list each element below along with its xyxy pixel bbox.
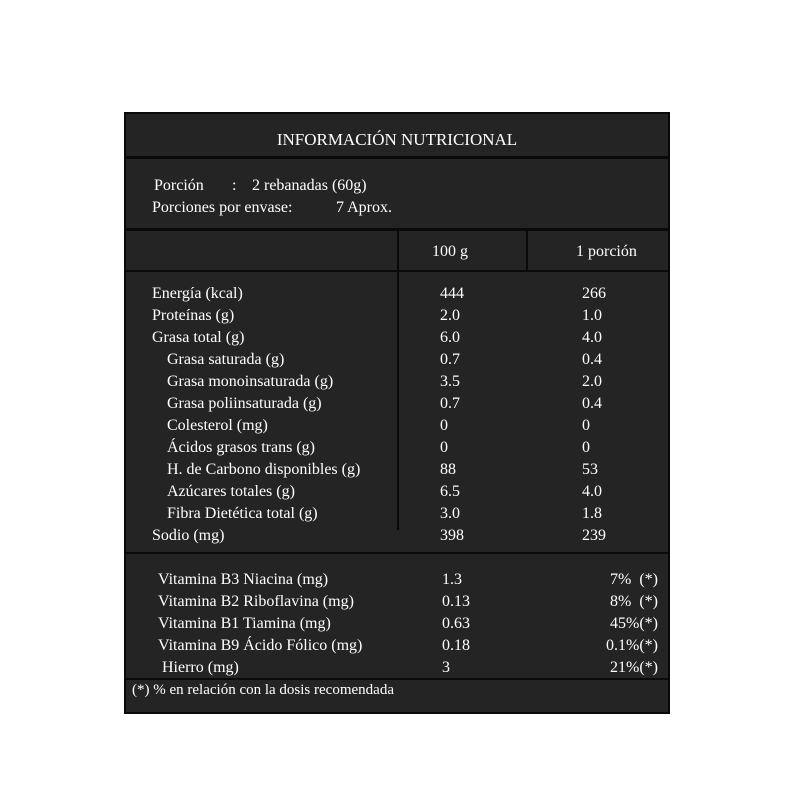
row-value-100g: 3.5 xyxy=(440,373,460,390)
vitamin-row xyxy=(126,569,668,591)
row-value-portion: 0.4 xyxy=(582,351,602,368)
row-value-portion: 21%(*) xyxy=(610,659,658,676)
row-value-portion: 2.0 xyxy=(582,373,602,390)
row-value-100g: 398 xyxy=(440,527,464,544)
row-name: Hierro (mg) xyxy=(162,659,239,676)
row-name: Colesterol (mg) xyxy=(167,417,268,434)
row-value-100g: 3 xyxy=(442,659,450,676)
row-value-portion: 0 xyxy=(582,439,590,456)
row-value-100g: 2.0 xyxy=(440,307,460,324)
vitamin-row xyxy=(126,635,668,657)
row-value-portion: 8% (*) xyxy=(610,593,658,610)
nutrition-label xyxy=(124,112,670,714)
row-value-100g: 444 xyxy=(440,285,464,302)
nutrient-row xyxy=(126,371,668,393)
nutrient-row xyxy=(126,283,668,305)
row-value-portion: 1.0 xyxy=(582,307,602,324)
row-name: Vitamina B9 Ácido Fólico (mg) xyxy=(158,637,363,654)
nutrient-row xyxy=(126,525,668,547)
per-container-label: Porciones por envase: xyxy=(152,199,293,216)
row-name: Vitamina B1 Tiamina (mg) xyxy=(158,615,331,632)
row-value-100g: 6.5 xyxy=(440,483,460,500)
nutrient-row xyxy=(126,305,668,327)
row-value-portion: 0.4 xyxy=(582,395,602,412)
row-value-100g: 0 xyxy=(440,439,448,456)
row-name: Azúcares totales (g) xyxy=(167,483,295,500)
row-name: Grasa total (g) xyxy=(152,329,245,346)
row-value-100g: 88 xyxy=(440,461,456,478)
portion-label: Porción xyxy=(154,177,204,194)
vitamin-row xyxy=(126,613,668,635)
vitamin-row xyxy=(126,591,668,613)
row-name: Proteínas (g) xyxy=(152,307,235,324)
row-value-portion: 4.0 xyxy=(582,329,602,346)
row-value-portion: 239 xyxy=(582,527,606,544)
row-value-portion: 266 xyxy=(582,285,606,302)
row-name: Grasa monoinsaturada (g) xyxy=(167,373,334,390)
row-value-portion: 0.1%(*) xyxy=(606,637,658,654)
footnote: (*) % en relación con la dosis recomendada xyxy=(132,682,394,698)
column-header-100g: 100 g xyxy=(432,243,468,260)
nutrient-row xyxy=(126,393,668,415)
nutrient-row xyxy=(126,327,668,349)
divider xyxy=(126,552,668,554)
portion-sep: : xyxy=(232,177,237,194)
portion-value: 2 rebanadas (60g) xyxy=(252,177,367,194)
row-name: Energía (kcal) xyxy=(152,285,243,302)
per-container-value: 7 Aprox. xyxy=(336,199,392,216)
row-value-portion: 1.8 xyxy=(582,505,602,522)
row-value-portion: 45%(*) xyxy=(610,615,658,632)
row-name: H. de Carbono disponibles (g) xyxy=(167,461,361,478)
row-value-100g: 6.0 xyxy=(440,329,460,346)
row-value-portion: 0 xyxy=(582,417,590,434)
row-value-100g: 0.63 xyxy=(442,615,470,632)
row-value-100g: 1.3 xyxy=(442,571,462,588)
nutrient-row xyxy=(126,437,668,459)
row-name: Grasa poliinsaturada (g) xyxy=(167,395,322,412)
row-name: Sodio (mg) xyxy=(152,527,225,544)
row-value-100g: 0 xyxy=(440,417,448,434)
vitamin-row xyxy=(126,657,668,679)
row-value-portion: 4.0 xyxy=(582,483,602,500)
divider xyxy=(126,156,668,159)
row-value-100g: 0.7 xyxy=(440,395,460,412)
row-value-portion: 53 xyxy=(582,461,598,478)
nutrient-row xyxy=(126,481,668,503)
row-value-100g: 0.13 xyxy=(442,593,470,610)
label-title: INFORMACIÓN NUTRICIONAL xyxy=(276,130,518,149)
row-name: Vitamina B3 Niacina (mg) xyxy=(158,571,329,588)
nutrient-row xyxy=(126,349,668,371)
nutrient-row xyxy=(126,415,668,437)
row-value-portion: 7% (*) xyxy=(610,571,658,588)
row-name: Vitamina B2 Riboflavina (mg) xyxy=(158,593,354,610)
column-header-portion: 1 porción xyxy=(576,243,637,260)
column-divider xyxy=(526,229,528,270)
nutrient-row xyxy=(126,503,668,525)
row-name: Fibra Dietética total (g) xyxy=(167,505,318,522)
row-value-100g: 0.7 xyxy=(440,351,460,368)
row-name: Ácidos grasos trans (g) xyxy=(167,439,315,456)
row-value-100g: 3.0 xyxy=(440,505,460,522)
nutrient-row xyxy=(126,459,668,481)
row-value-100g: 0.18 xyxy=(442,637,470,654)
row-name: Grasa saturada (g) xyxy=(167,351,285,368)
